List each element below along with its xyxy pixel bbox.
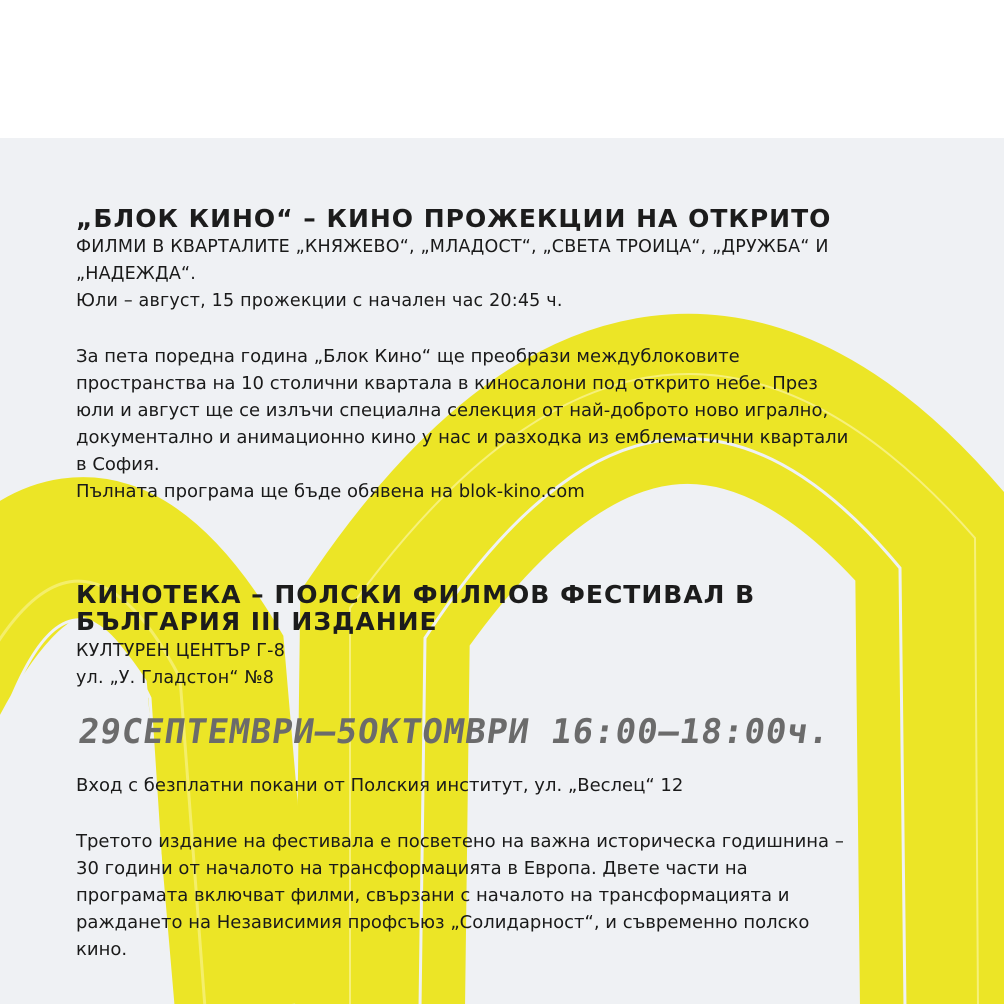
section1-body-line: пространства на 10 столични квартала в киносалони под открито небе. През: [76, 373, 818, 394]
program-text: [0, 138, 1004, 1004]
section2-title-line1: КИНОТЕКА – ПОЛСКИ ФИЛМОВ ФЕСТИВАЛ В: [76, 580, 756, 609]
section2-body-line: Третото издание на фестивала е посветено на важна историческа годишнина –: [76, 831, 844, 852]
section2-body-line: 30 години от началото на трансформацията в Европа. Двете части на: [76, 858, 748, 879]
content-panel: [0, 138, 1004, 1004]
section1-subtitle-line2: „НАДЕЖДА“.: [76, 264, 197, 284]
section1-title: „БЛОК КИНО“ – КИНО ПРОЖЕКЦИИ НА ОТКРИТО: [76, 204, 832, 233]
section2-title-line2: БЪЛГАРИЯ III ИЗДАНИЕ: [76, 607, 438, 636]
section1-body-line: За пета поредна година „Блок Кино“ ще преобрази междублоковите: [76, 346, 740, 367]
section2-body-line: раждането на Независимия профсъюз „Солидарност“, и съвременно полско: [76, 912, 810, 933]
section1-website-line: Пълната програма ще бъде обявена на blok-kino.com: [76, 481, 585, 502]
section1-body-line: в София.: [76, 454, 160, 475]
section1-body-line: документално и анимационно кино у нас и разходка из емблематични квартали: [76, 427, 849, 448]
section2-entry: Вход с безплатни покани от Полския институт, ул. „Веслец“ 12: [76, 775, 684, 796]
handwritten-dates: 29СЕПТЕМВРИ–5ОКТОМВРИ 16:00–18:00ч.: [76, 712, 834, 752]
section2-body-line: кино.: [76, 939, 128, 960]
section1-body-line: юли и август ще се излъчи специална селекция от най-доброто ново игрално,: [76, 400, 829, 421]
section1-subtitle-line1: ФИЛМИ В КВАРТАЛИТЕ „КНЯЖЕВО“, „МЛАДОСТ“, „СВЕТА ТРОИЦА“, „ДРУЖБА“ И: [76, 237, 829, 257]
section2-venue: КУЛТУРЕН ЦЕНТЪР Г-8: [76, 641, 286, 661]
section2-body-line: програмата включват филми, свързани с началото на трансформацията и: [76, 885, 790, 906]
section2-address: ул. „У. Гладстон“ №8: [76, 668, 275, 688]
section1-dates: Юли – август, 15 прожекции с начален час 20:45 ч.: [76, 291, 563, 311]
